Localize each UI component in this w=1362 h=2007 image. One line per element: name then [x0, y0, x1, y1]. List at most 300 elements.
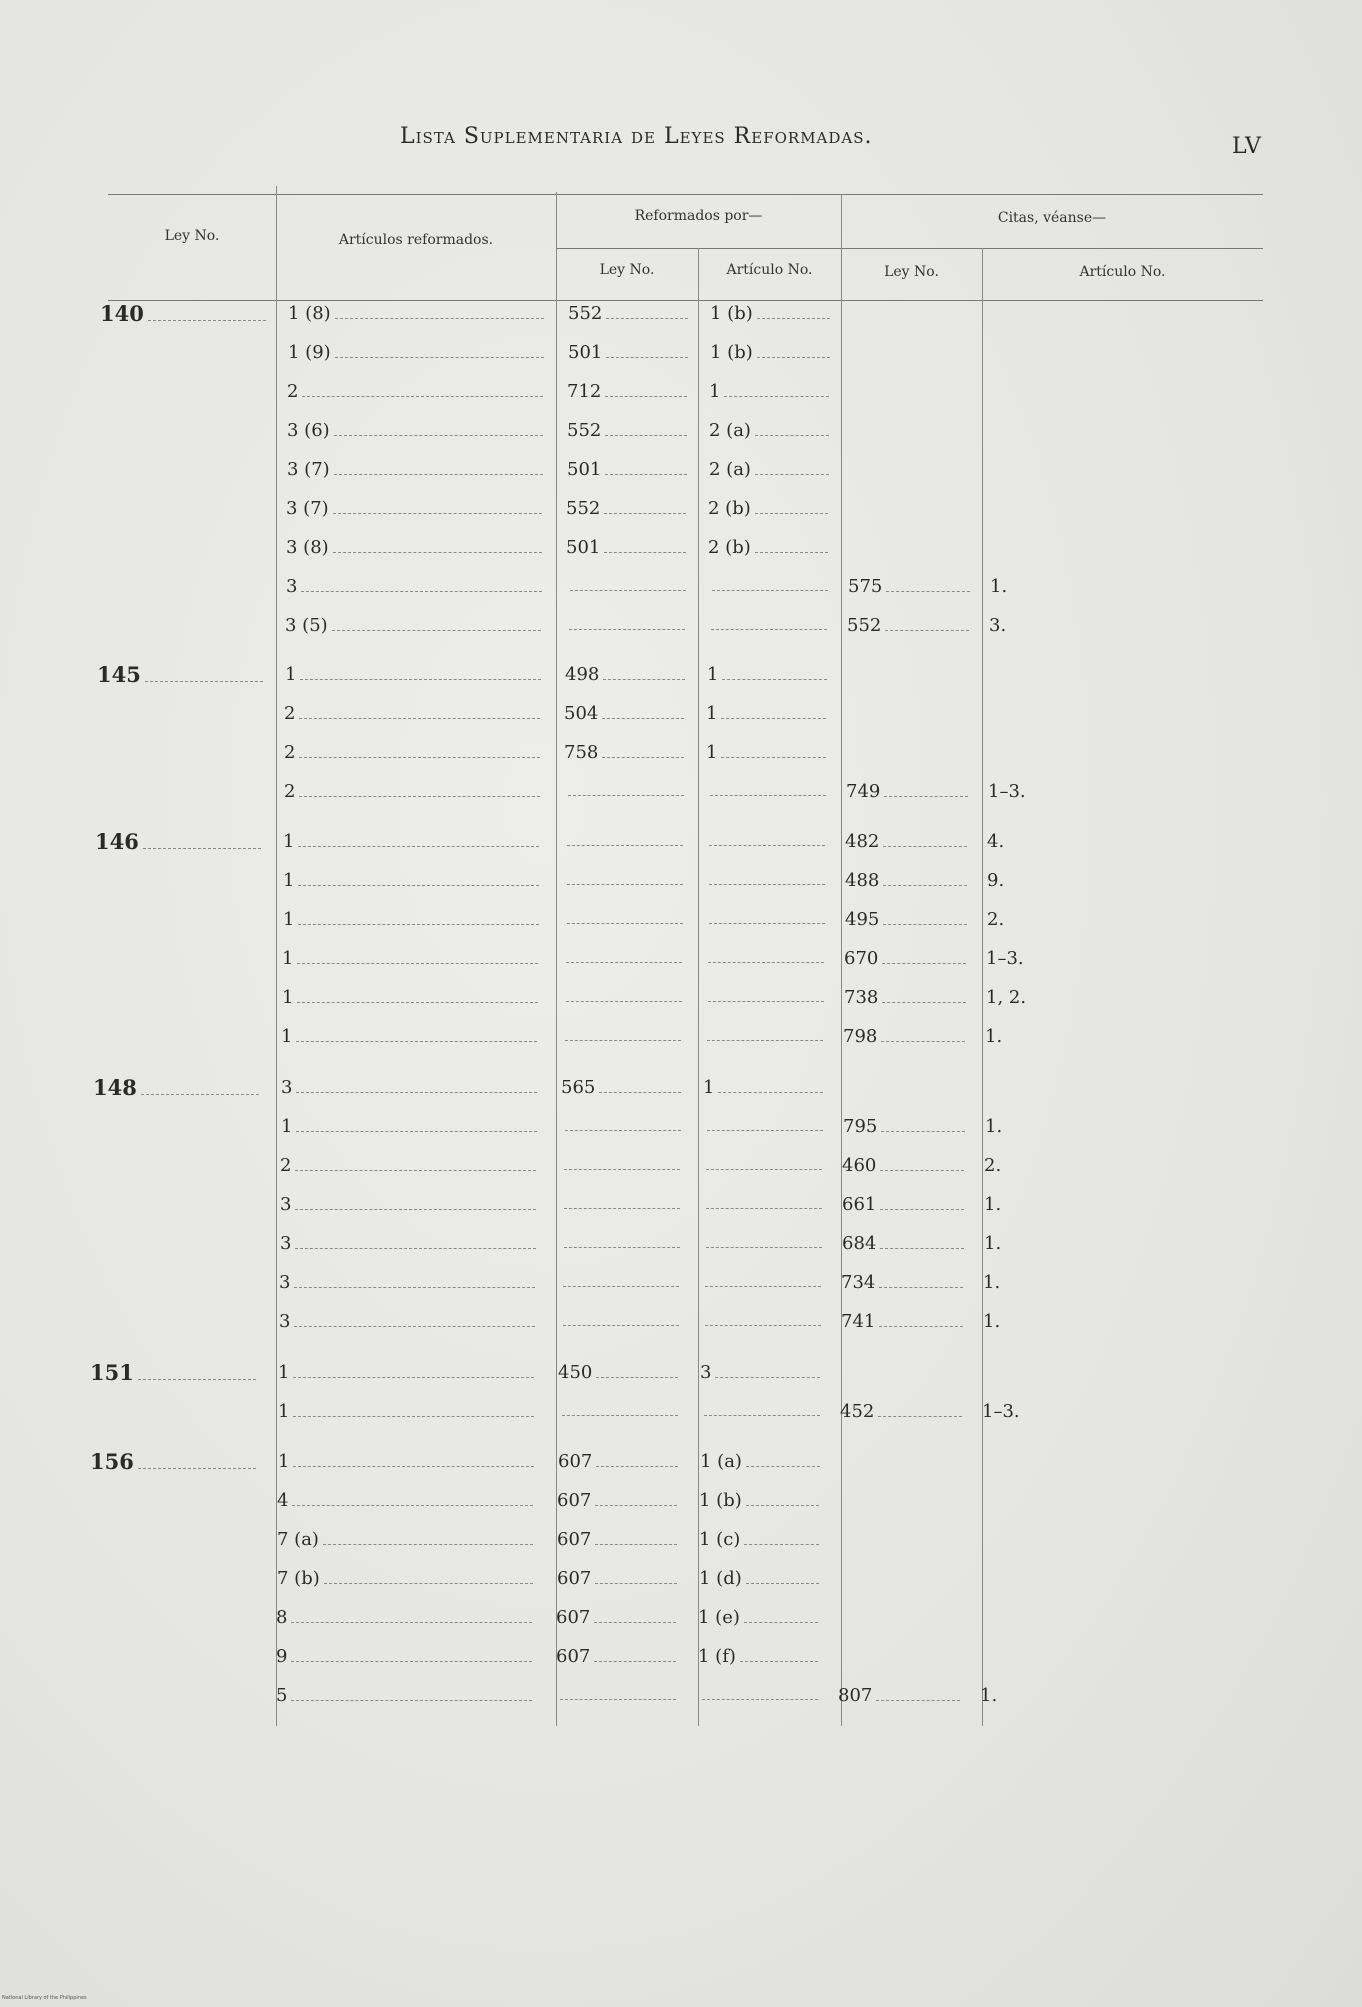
row-articulo — [276, 1645, 538, 1669]
dot-leader — [744, 1529, 819, 1545]
dot-leader — [702, 1684, 818, 1700]
row-ref-articulo — [707, 614, 833, 638]
dot-leader — [594, 1646, 676, 1662]
row-articulo-text: 1 — [283, 870, 295, 891]
row-ref-articulo — [702, 1193, 828, 1217]
dot-leader — [603, 664, 685, 680]
row-ref-ley — [563, 830, 689, 854]
row-ref-ley-text: 498 — [565, 664, 600, 685]
row-ref-ley — [567, 419, 693, 443]
row-ref-articulo — [705, 869, 831, 893]
row-articulo — [278, 1400, 540, 1424]
row-ref-articulo — [703, 1025, 829, 1049]
row-cit-ley — [845, 869, 973, 893]
row-ref-articulo — [700, 1450, 826, 1474]
row-articulo-text: 3 — [280, 1194, 292, 1215]
row-ref-articulo — [706, 741, 832, 765]
dot-leader — [301, 576, 542, 592]
row-cit-articulo: 1. — [984, 1233, 1002, 1254]
dot-leader — [335, 303, 544, 319]
dot-leader — [709, 908, 825, 924]
row-ref-articulo — [709, 380, 835, 404]
dot-leader — [722, 664, 827, 680]
dot-leader — [757, 342, 830, 358]
row-articulo-text: 1 — [283, 909, 295, 930]
row-cit-ley-text: 670 — [844, 948, 879, 969]
row-articulo-text: 2 — [284, 703, 296, 724]
dot-leader — [746, 1568, 819, 1584]
row-cit-ley-text: 488 — [845, 870, 880, 891]
row-ley-no — [90, 1450, 262, 1474]
row-ref-ley-text: 607 — [557, 1490, 592, 1511]
header-citas: Citas, véanse— — [997, 210, 1107, 226]
row-articulo-text: 3 — [281, 1077, 293, 1098]
row-articulo — [280, 1232, 542, 1256]
dot-leader — [881, 1116, 965, 1132]
row-ref-articulo — [707, 663, 833, 687]
dot-leader — [744, 1607, 818, 1623]
row-ley-no-text: 146 — [95, 829, 139, 854]
row-articulo-text: 3 — [286, 576, 298, 597]
row-ref-articulo-text: 2 (b) — [708, 537, 751, 558]
row-cit-ley-text: 460 — [842, 1155, 877, 1176]
row-ref-articulo — [708, 575, 834, 599]
row-ref-articulo-text: 1 (f) — [698, 1646, 736, 1667]
row-ref-articulo — [709, 458, 835, 482]
row-cit-articulo: 1. — [983, 1311, 1001, 1332]
row-articulo — [285, 663, 547, 687]
row-ref-articulo — [698, 1645, 824, 1669]
dot-leader — [604, 498, 686, 514]
row-ref-articulo-text: 1 — [706, 703, 718, 724]
dot-leader — [755, 498, 828, 514]
dot-leader — [291, 1685, 532, 1701]
row-cit-ley — [842, 1193, 970, 1217]
dot-leader — [564, 1193, 680, 1209]
dot-leader — [881, 1026, 965, 1042]
row-ley-no-text: 156 — [90, 1449, 134, 1474]
dot-leader — [293, 1401, 534, 1417]
row-articulo — [278, 1361, 540, 1385]
dot-leader — [718, 1077, 823, 1093]
dot-leader — [300, 664, 541, 680]
dot-leader — [746, 1490, 819, 1506]
row-ref-ley — [566, 497, 692, 521]
row-ref-articulo — [703, 1076, 829, 1100]
row-articulo-text: 9 — [276, 1646, 288, 1667]
row-cit-articulo: 9. — [987, 870, 1005, 891]
dot-leader — [298, 909, 539, 925]
row-articulo-text: 1 — [285, 664, 297, 685]
row-articulo — [281, 1025, 543, 1049]
row-articulo — [287, 380, 549, 404]
header-articulos: Artículos reformados. — [338, 232, 494, 248]
dot-leader — [293, 1451, 534, 1467]
dot-leader — [141, 1079, 259, 1095]
row-articulo-text: 4 — [277, 1490, 289, 1511]
dot-leader — [878, 1401, 962, 1417]
row-ref-ley-text: 501 — [566, 537, 601, 558]
row-cit-ley — [842, 1232, 970, 1256]
row-ley-no-text: 145 — [97, 662, 141, 687]
row-ref-ley-text: 607 — [556, 1607, 591, 1628]
row-articulo — [288, 341, 550, 365]
row-cit-ley-text: 495 — [845, 909, 880, 930]
row-ref-articulo — [706, 780, 832, 804]
row-articulo — [283, 830, 545, 854]
row-cit-articulo: 3. — [989, 615, 1007, 636]
dot-leader — [721, 703, 826, 719]
dot-leader — [746, 1451, 820, 1467]
dot-leader — [564, 1232, 680, 1248]
dot-leader — [299, 703, 540, 719]
row-ley-no — [90, 1361, 262, 1385]
dot-leader — [594, 1607, 676, 1623]
dot-leader — [879, 1311, 963, 1327]
dot-leader — [291, 1646, 532, 1662]
dot-leader — [324, 1568, 533, 1584]
row-ref-articulo-text: 1 (b) — [710, 342, 753, 363]
row-ref-articulo — [709, 419, 835, 443]
row-cit-ley-text: 482 — [845, 831, 880, 852]
row-articulo — [279, 1271, 541, 1295]
dot-leader — [296, 1077, 537, 1093]
dot-leader — [880, 1155, 964, 1171]
row-ref-ley — [558, 1400, 684, 1424]
dot-leader — [563, 1271, 679, 1287]
row-ref-ley — [557, 1489, 683, 1513]
dot-leader — [711, 614, 827, 630]
row-ref-ley — [559, 1271, 685, 1295]
dot-leader — [706, 1154, 822, 1170]
row-ref-ley-text: 565 — [561, 1077, 596, 1098]
row-ref-articulo — [699, 1489, 825, 1513]
row-ref-articulo — [700, 1400, 826, 1424]
col-divider-5 — [982, 248, 983, 1726]
dot-leader — [595, 1529, 677, 1545]
row-articulo-text: 2 — [287, 381, 299, 402]
dot-leader — [715, 1362, 820, 1378]
dot-leader — [564, 1154, 680, 1170]
row-ref-ley-text: 607 — [557, 1529, 592, 1550]
row-articulo-text: 2 — [284, 742, 296, 763]
row-cit-ley-text: 684 — [842, 1233, 877, 1254]
row-ref-articulo-text: 1 — [706, 742, 718, 763]
row-cit-articulo: 1. — [983, 1272, 1001, 1293]
header-bottom-rule — [108, 300, 1263, 301]
row-ref-articulo-text: 2 (b) — [708, 498, 751, 519]
row-cit-articulo: 2. — [987, 909, 1005, 930]
row-articulo — [287, 458, 549, 482]
row-cit-ley-text: 741 — [841, 1311, 876, 1332]
row-ref-ley — [556, 1684, 682, 1708]
dot-leader — [755, 420, 829, 436]
header-cit-art: Artículo No. — [1079, 264, 1166, 280]
row-articulo — [283, 869, 545, 893]
dot-leader — [602, 703, 684, 719]
row-cit-ley-text: 734 — [841, 1272, 876, 1293]
dot-leader — [569, 614, 685, 630]
dot-leader — [298, 870, 539, 886]
dot-leader — [755, 459, 829, 475]
dot-leader — [293, 1362, 534, 1378]
row-ref-ley — [561, 1025, 687, 1049]
row-ley-no — [95, 830, 267, 854]
dot-leader — [885, 615, 969, 631]
row-cit-articulo: 1–3. — [988, 781, 1026, 802]
row-cit-ley — [841, 1271, 969, 1295]
dot-leader — [876, 1685, 960, 1701]
row-ref-ley — [564, 702, 690, 726]
row-ref-articulo — [698, 1606, 824, 1630]
row-articulo — [285, 614, 547, 638]
row-ref-ley — [557, 1528, 683, 1552]
row-ley-no — [97, 663, 269, 687]
row-articulo — [276, 1684, 538, 1708]
row-ref-ley — [568, 302, 694, 326]
row-articulo-text: 1 (9) — [288, 342, 331, 363]
row-ref-ley-text: 552 — [566, 498, 601, 519]
row-articulo — [286, 536, 548, 560]
dot-leader — [295, 1155, 536, 1171]
dot-leader — [757, 303, 830, 319]
row-ref-ley — [568, 341, 694, 365]
row-ref-articulo-text: 1 (b) — [710, 303, 753, 324]
row-articulo — [284, 702, 546, 726]
row-articulo-text: 3 — [279, 1272, 291, 1293]
dot-leader — [568, 780, 684, 796]
row-ref-ley — [565, 614, 691, 638]
header-ley-no: Ley No. — [164, 228, 220, 244]
col-divider-4 — [841, 194, 842, 1726]
dot-leader — [566, 947, 682, 963]
dot-leader — [138, 1453, 256, 1469]
dot-leader — [334, 459, 543, 475]
row-ref-ley-text: 552 — [567, 420, 602, 441]
dot-leader — [567, 908, 683, 924]
dot-leader — [879, 1272, 963, 1288]
row-ref-articulo-text: 1 — [703, 1077, 715, 1098]
row-ref-ley — [562, 986, 688, 1010]
row-cit-articulo: 1. — [984, 1194, 1002, 1215]
dot-leader — [884, 781, 968, 797]
row-cit-articulo: 1, 2. — [986, 987, 1027, 1008]
dot-leader — [298, 831, 539, 847]
row-cit-ley-text: 575 — [848, 576, 883, 597]
row-articulo — [277, 1528, 539, 1552]
row-ref-ley — [564, 741, 690, 765]
row-cit-ley — [845, 830, 973, 854]
row-ref-ley-text: 607 — [556, 1646, 591, 1667]
row-cit-ley-text: 738 — [844, 987, 879, 1008]
row-ref-ley — [562, 947, 688, 971]
row-ref-ley — [566, 536, 692, 560]
row-ref-articulo — [705, 908, 831, 932]
dot-leader — [721, 742, 826, 758]
row-articulo-text: 2 — [280, 1155, 292, 1176]
row-cit-ley-text: 452 — [840, 1401, 875, 1422]
row-cit-articulo: 1–3. — [986, 948, 1024, 969]
row-ref-articulo — [704, 986, 830, 1010]
row-ref-articulo-text: 3 — [700, 1362, 712, 1383]
dot-leader — [148, 305, 266, 321]
row-ref-ley — [559, 1310, 685, 1334]
row-ref-ley-text: 501 — [568, 342, 603, 363]
row-articulo — [286, 575, 548, 599]
dot-leader — [705, 1310, 821, 1326]
row-ref-ley — [560, 1154, 686, 1178]
dot-leader — [606, 303, 688, 319]
row-ref-articulo — [699, 1567, 825, 1591]
dot-leader — [599, 1077, 681, 1093]
row-cit-ley — [840, 1400, 968, 1424]
row-ref-ley — [561, 1076, 687, 1100]
row-ref-articulo — [701, 1271, 827, 1295]
dot-leader — [886, 576, 970, 592]
row-articulo — [280, 1193, 542, 1217]
row-ref-ley — [558, 1361, 684, 1385]
row-cit-ley-text: 661 — [842, 1194, 877, 1215]
row-ref-articulo — [700, 1361, 826, 1385]
dot-leader — [602, 742, 684, 758]
row-ref-articulo — [704, 947, 830, 971]
dot-leader — [334, 420, 543, 436]
row-ref-articulo — [710, 302, 836, 326]
row-articulo-text: 1 — [283, 831, 295, 852]
row-ref-articulo — [706, 702, 832, 726]
dot-leader — [299, 742, 540, 758]
dot-leader — [883, 909, 967, 925]
dot-leader — [563, 1310, 679, 1326]
row-cit-ley — [847, 614, 975, 638]
dot-leader — [323, 1529, 533, 1545]
dot-leader — [705, 1271, 821, 1287]
dot-leader — [294, 1311, 535, 1327]
row-cit-articulo: 1. — [980, 1685, 998, 1706]
dot-leader — [882, 948, 966, 964]
row-cit-ley-text: 552 — [847, 615, 882, 636]
dot-leader — [595, 1490, 677, 1506]
dot-leader — [145, 666, 263, 682]
dot-leader — [296, 1116, 537, 1132]
header-ref-art: Artículo No. — [726, 262, 813, 278]
row-ref-ley-text: 607 — [558, 1451, 593, 1472]
row-articulo — [281, 1076, 543, 1100]
row-ref-articulo — [708, 497, 834, 521]
row-cit-ley — [841, 1310, 969, 1334]
row-ref-ley — [563, 869, 689, 893]
row-ley-no-text: 140 — [100, 301, 144, 326]
dot-leader — [333, 498, 542, 514]
row-cit-ley-text: 749 — [846, 781, 881, 802]
dot-leader — [292, 1490, 533, 1506]
row-articulo-text: 1 — [282, 948, 294, 969]
row-articulo — [276, 1606, 538, 1630]
row-cit-ley — [843, 1025, 971, 1049]
row-articulo — [281, 1115, 543, 1139]
row-articulo-text: 8 — [276, 1607, 288, 1628]
dot-leader — [291, 1607, 532, 1623]
row-ref-articulo — [702, 1232, 828, 1256]
row-ref-ley-text: 607 — [557, 1568, 592, 1589]
row-ref-ley — [561, 1115, 687, 1139]
row-cit-ley — [846, 780, 974, 804]
row-articulo-text: 3 — [280, 1233, 292, 1254]
dot-leader — [560, 1684, 676, 1700]
row-ref-articulo-text: 1 (c) — [699, 1529, 741, 1550]
row-cit-ley — [842, 1154, 970, 1178]
row-articulo-text: 2 — [284, 781, 296, 802]
dot-leader — [565, 1115, 681, 1131]
row-ref-articulo-text: 1 (d) — [699, 1568, 742, 1589]
dot-leader — [880, 1194, 964, 1210]
row-cit-articulo: 1–3. — [982, 1401, 1020, 1422]
row-articulo — [286, 497, 548, 521]
dot-leader — [712, 575, 828, 591]
dot-leader — [724, 381, 829, 397]
header-cit-ley: Ley No. — [884, 264, 939, 280]
dot-leader — [295, 1233, 536, 1249]
row-cit-ley — [848, 575, 976, 599]
row-articulo — [288, 302, 550, 326]
row-ref-ley-text: 712 — [567, 381, 602, 402]
row-articulo — [287, 419, 549, 443]
row-articulo — [277, 1489, 539, 1513]
row-articulo-text: 1 — [282, 987, 294, 1008]
page-title: Lista Suplementaria de Leyes Reformadas. — [400, 124, 873, 149]
dot-leader — [567, 869, 683, 885]
page-number: LV — [1232, 134, 1262, 159]
row-articulo-text: 1 — [278, 1362, 290, 1383]
dot-leader — [596, 1451, 678, 1467]
row-articulo-text: 7 (b) — [277, 1568, 320, 1589]
row-ref-ley-text: 450 — [558, 1362, 593, 1383]
row-ley-no-text: 148 — [93, 1075, 137, 1100]
dot-leader — [297, 948, 538, 964]
dot-leader — [708, 986, 824, 1002]
row-articulo — [284, 780, 546, 804]
row-ref-articulo — [699, 1528, 825, 1552]
row-articulo-text: 1 — [281, 1116, 293, 1137]
dot-leader — [295, 1194, 536, 1210]
row-ref-ley — [563, 908, 689, 932]
row-ref-articulo-text: 2 (a) — [709, 459, 751, 480]
dot-leader — [143, 833, 261, 849]
dot-leader — [299, 781, 540, 797]
dot-leader — [605, 381, 687, 397]
dot-leader — [335, 342, 544, 358]
dot-leader — [595, 1568, 677, 1584]
row-ref-articulo — [705, 830, 831, 854]
row-ref-ley-text: 504 — [564, 703, 599, 724]
row-cit-articulo: 1. — [985, 1026, 1003, 1047]
row-ref-articulo-text: 2 (a) — [709, 420, 751, 441]
dot-leader — [883, 870, 967, 886]
row-articulo-text: 5 — [276, 1685, 288, 1706]
dot-leader — [605, 459, 687, 475]
dot-leader — [606, 342, 688, 358]
row-cit-ley — [844, 986, 972, 1010]
row-ref-ley — [560, 1232, 686, 1256]
header-reformados-por: Reformados por— — [634, 208, 763, 224]
dot-leader — [883, 831, 967, 847]
row-articulo-text: 1 — [281, 1026, 293, 1047]
dot-leader — [707, 1025, 823, 1041]
dot-leader — [707, 1115, 823, 1131]
row-ref-articulo — [708, 536, 834, 560]
dot-leader — [302, 381, 543, 397]
row-ref-ley — [558, 1450, 684, 1474]
